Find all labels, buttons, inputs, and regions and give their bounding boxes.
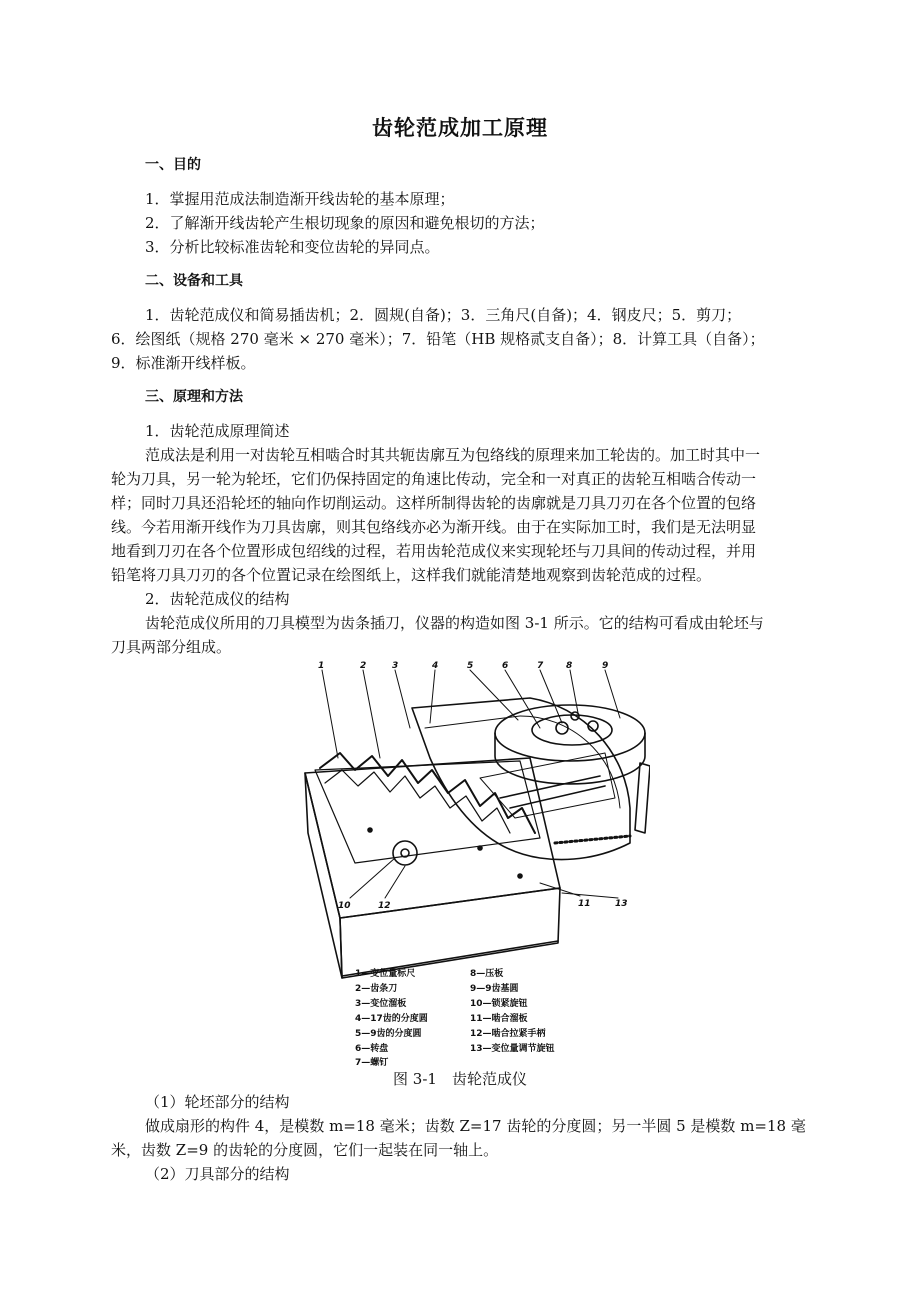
subheading: （1）轮坯部分的结构 [145, 1093, 290, 1111]
legend-item: 8—压板 [470, 969, 504, 979]
list-item: 1．掌握用范成法制造渐开线齿轮的基本原理； [145, 190, 455, 208]
legend-item: 3—变位溜板 [355, 999, 407, 1009]
legend-item: 5—9齿的分度圆 [355, 1029, 422, 1039]
paragraph-line: 米，齿数 Z=9 的齿轮的分度圆，它们一起装在同一轴上。 [111, 1141, 499, 1159]
paragraph-line: 铅笔将刀具刀刃的各个位置记录在绘图纸上，这样我们就能清楚地观察到齿轮范成的过程。 [111, 566, 712, 584]
callout-label: 9 [602, 661, 609, 671]
list-item: 3．分析比较标准齿轮和变位齿轮的异同点。 [145, 238, 440, 256]
subheading: （2）刀具部分的结构 [145, 1165, 290, 1183]
callout-label: 7 [537, 661, 544, 671]
callout-label: 12 [378, 901, 391, 911]
base-side-face [305, 773, 342, 978]
callout-label: 6 [502, 661, 509, 671]
subheading: 2．齿轮范成仪的结构 [145, 590, 290, 608]
legend-item: 1—变位量标尺 [355, 969, 416, 979]
callout-label: 11 [578, 899, 591, 909]
legend-item: 2—齿条刀 [355, 984, 398, 994]
paragraph-line: 范成法是利用一对齿轮互相啮合时其共轭齿廓互为包络线的原理来加工轮齿的。加工时其中一 [145, 446, 761, 464]
callout-label: 3 [392, 661, 399, 671]
paragraph-line: 齿轮范成仪所用的刀具模型为齿条插刀，仪器的构造如图 3-1 所示。它的结构可看成由轮坯与 [145, 614, 764, 632]
legend-item: 6—转盘 [355, 1044, 389, 1054]
paragraph-line: 做成扇形的构件 4，是模数 m=18 毫米；齿数 Z=17 齿轮的分度圆；另一半圆 5 是模数 m=18 毫 [145, 1117, 806, 1135]
section-heading-principle: 三、原理和方法 [145, 389, 243, 405]
callout-label: 2 [360, 661, 367, 671]
callout-label: 4 [432, 661, 439, 671]
paragraph-line: 6．绘图纸（规格 270 毫米 × 270 毫米）；7．铅笔（HB 规格贰支自备）；8．计算工具（自备）； [111, 330, 765, 348]
callout-label: 8 [566, 661, 573, 671]
paragraph-line: 样；同时刀具还沿轮坯的轴向作切削运动。这样所制得齿轮的齿廓就是刀具刀刃在各个位置的包络 [111, 494, 757, 512]
paragraph-line: 地看到刀刃在各个位置形成包绍线的过程，若用齿轮范成仪来实现轮坯与刀具间的传动过程，并用 [111, 542, 757, 560]
legend-item: 12—啮合拉紧手柄 [470, 1029, 546, 1039]
callout-label: 1 [318, 661, 325, 671]
paragraph-line: 9．标准渐开线样板。 [111, 354, 256, 372]
base-front-face [340, 888, 560, 978]
paragraph-line: 刀具两部分组成。 [111, 638, 232, 656]
page-title: 齿轮范成加工原理 [372, 116, 548, 140]
list-item: 2．了解渐开线齿轮产生根切现象的原因和避免根切的方法； [145, 214, 545, 232]
legend-item: 4—17齿的分度圆 [355, 1014, 428, 1024]
turntable-disc [495, 705, 645, 761]
legend-item: 10—锁紧旋钮 [470, 999, 528, 1009]
paragraph-line: 线。今若用渐开线作为刀具齿廓，则其包络线亦必为渐开线。由于在实际加工时，我们是无法明显 [111, 518, 757, 536]
legend-item: 7—螺钉 [355, 1058, 389, 1068]
legend-item: 9—9齿基圆 [470, 984, 519, 994]
legend-item: 13—变位量调节旋钮 [470, 1044, 555, 1054]
paragraph-line: 轮为刀具，另一轮为轮坯，它们仍保持固定的角速比传动，完全和一对真正的齿轮互相啮合传动一 [111, 470, 757, 488]
paragraph-line: 1．齿轮范成仪和简易插齿机；2．圆规(自备)；3．三角尺(自备)；4．钢皮尺；5．剪刀； [145, 306, 742, 324]
gear-generator-figure [300, 658, 650, 1068]
legend-item: 11—啮合溜板 [470, 1014, 528, 1024]
section-heading-purpose: 一、目的 [145, 157, 201, 173]
callout-label: 13 [615, 899, 628, 909]
lock-knob [393, 841, 417, 865]
callout-label: 5 [467, 661, 474, 671]
section-heading-equipment: 二、设备和工具 [145, 273, 243, 289]
callout-label: 10 [338, 901, 351, 911]
subheading: 1．齿轮范成原理简述 [145, 422, 290, 440]
figure-caption: 图 3-1 齿轮范成仪 [393, 1070, 527, 1088]
